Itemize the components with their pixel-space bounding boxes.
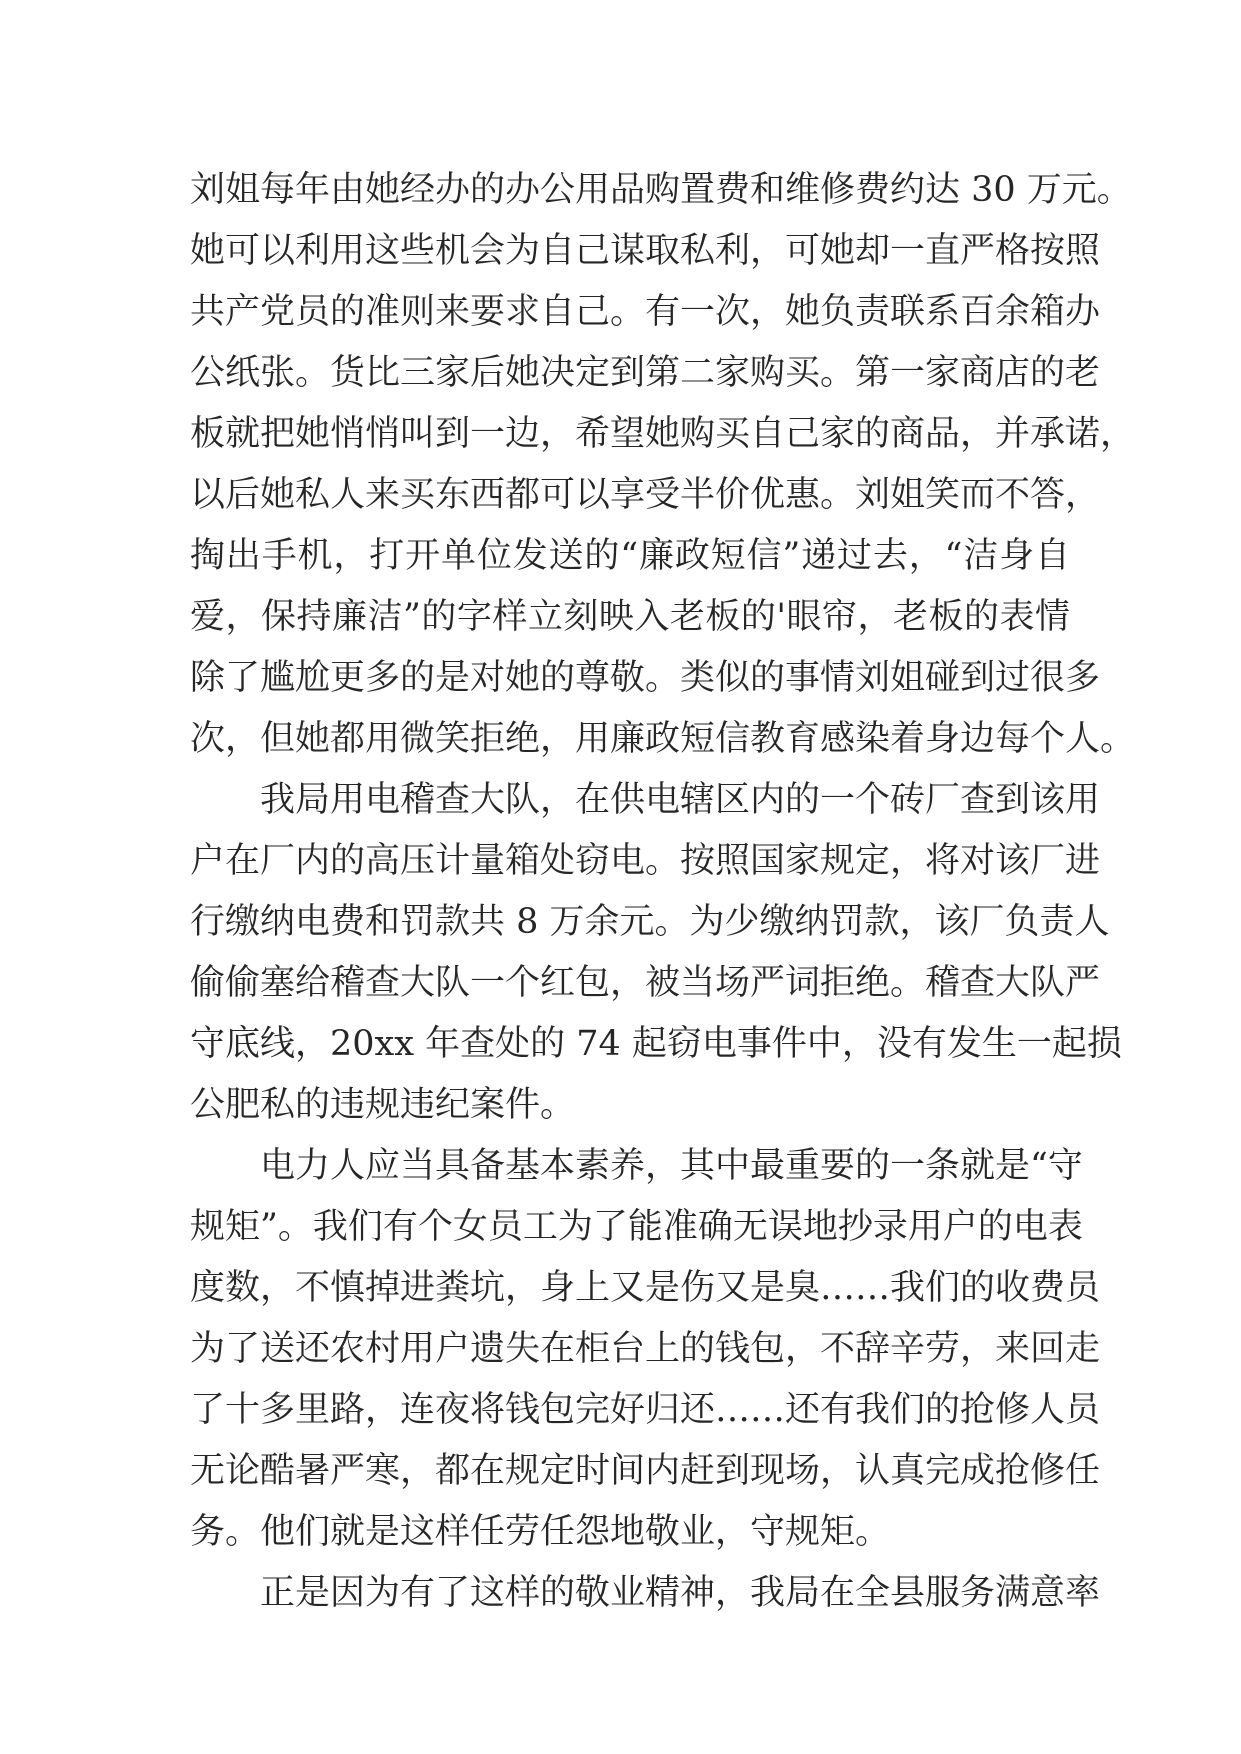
paragraph-1 xyxy=(190,160,1136,770)
paragraph-3 xyxy=(190,1136,1101,1563)
paragraph-line: 守底线，20xx 年查处的 74 起窃电事件中，没有发生一起损 xyxy=(190,1024,1122,1064)
document-body xyxy=(190,160,1136,1624)
paragraph-line: 我局用电稽查大队，在供电辖区内的一个砖厂查到该用 xyxy=(260,780,1101,820)
paragraph-line: 了十多里路，连夜将钱包完好归还……还有我们的抢修人员 xyxy=(190,1390,1101,1430)
paragraph-line: 规矩”。我们有个女员工为了能准确无误地抄录用户的电表 xyxy=(190,1207,1083,1247)
paragraph-line: 为了送还农村用户遗失在柜台上的钱包，不辞辛劳，来回走 xyxy=(190,1329,1101,1369)
paragraph-line: 爱，保持廉洁”的字样立刻映入老板的'眼帘，老板的表情 xyxy=(190,597,1070,637)
paragraph-line: 除了尴尬更多的是对她的尊敬。类似的事情刘姐碰到过很多 xyxy=(190,658,1101,698)
paragraph-line: 掏出手机，打开单位发送的“廉政短信”递过去，“洁身自 xyxy=(190,536,1070,576)
paragraph-line: 以后她私人来买东西都可以享受半价优惠。刘姐笑而不答， xyxy=(190,475,1101,515)
paragraph-line: 无论酷暑严寒，都在规定时间内赶到现场，认真完成抢修任 xyxy=(190,1451,1101,1491)
paragraph-line: 度数，不慎掉进粪坑，身上又是伤又是臭……我们的收费员 xyxy=(190,1268,1101,1308)
paragraph-line: 电力人应当具备基本素养，其中最重要的一条就是“守 xyxy=(260,1146,1083,1186)
paragraph-2 xyxy=(190,770,1122,1136)
paragraph-line: 次，但她都用微笑拒绝，用廉政短信教育感染着身边每个人。 xyxy=(190,719,1136,759)
paragraph-line: 公纸张。货比三家后她决定到第二家购买。第一家商店的老 xyxy=(190,353,1101,393)
paragraph-line: 正是因为有了这样的敬业精神，我局在全县服务满意率 xyxy=(260,1573,1101,1613)
paragraph-4 xyxy=(190,1563,1101,1624)
paragraph-line: 刘姐每年由她经办的办公用品购置费和维修费约达 30 万元。 xyxy=(190,170,1132,210)
paragraph-line: 务。他们就是这样任劳任怨地敬业，守规矩。 xyxy=(190,1512,891,1552)
paragraph-line: 板就把她悄悄叫到一边，希望她购买自己家的商品，并承诺， xyxy=(190,414,1136,454)
paragraph-line: 共产党员的准则来要求自己。有一次，她负责联系百余箱办 xyxy=(190,292,1101,332)
paragraph-line: 公肥私的违规违纪案件。 xyxy=(190,1085,576,1125)
paragraph-line: 她可以利用这些机会为自己谋取私利，可她却一直严格按照 xyxy=(190,231,1101,271)
paragraph-line: 行缴纳电费和罚款共 8 万余元。为少缴纳罚款，该厂负责人 xyxy=(190,902,1110,942)
paragraph-line: 户在厂内的高压计量箱处窃电。按照国家规定，将对该厂进 xyxy=(190,841,1101,881)
paragraph-line: 偷偷塞给稽查大队一个红包，被当场严词拒绝。稽查大队严 xyxy=(190,963,1101,1003)
